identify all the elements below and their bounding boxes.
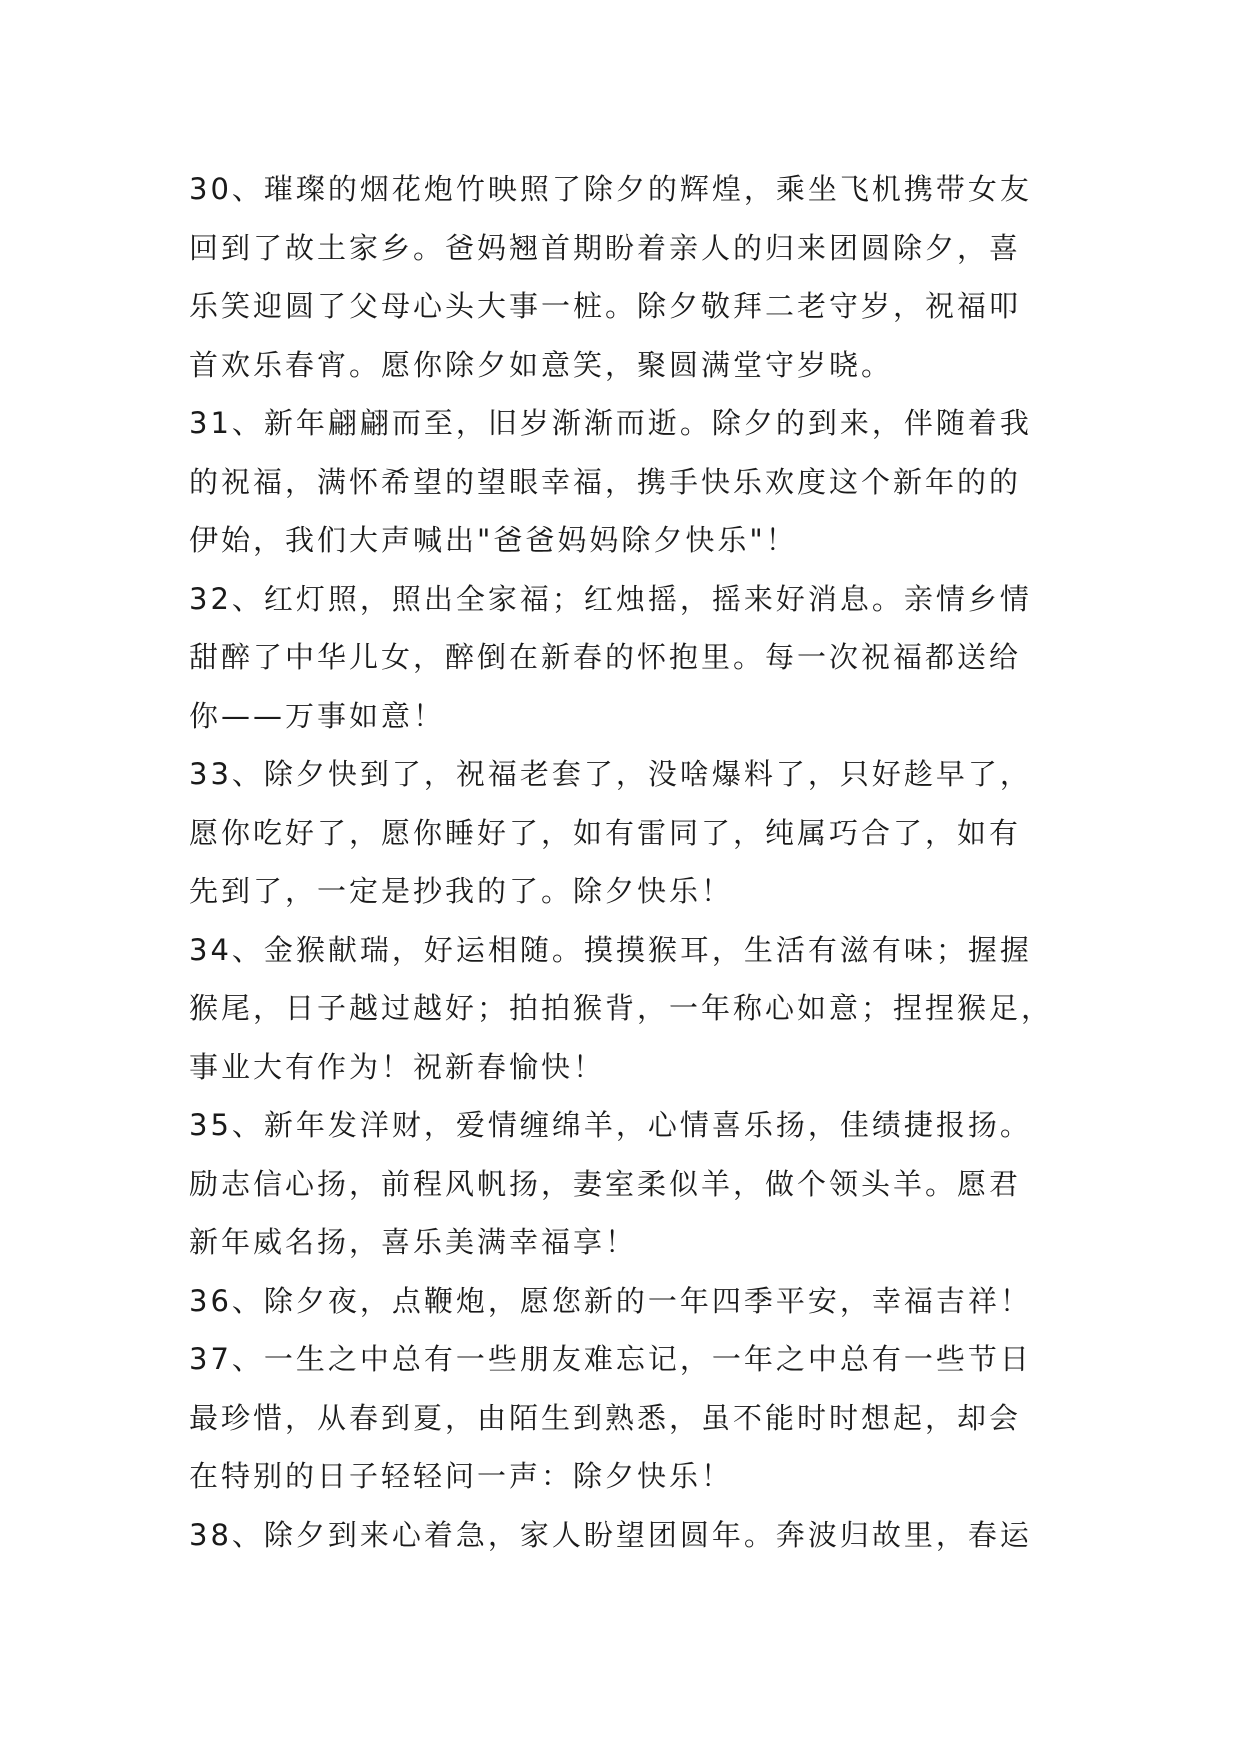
text-line: 34、金猴献瑞，好运相随。摸摸猴耳，生活有滋有味；握握 (189, 932, 1032, 967)
text-line: 新年威名扬，喜乐美满幸福享！ (189, 1225, 638, 1259)
text-line: 38、除夕到来心着急，家人盼望团圆年。奔波归故里，春运 (189, 1517, 1032, 1552)
text-line: 甜醉了中华儿女，醉倒在新春的怀抱里。每一次祝福都送给 (189, 640, 1022, 674)
document-body (189, 160, 1069, 1564)
text-line: 36、除夕夜，点鞭炮，愿您新的一年四季平安，幸福吉祥！ (189, 1283, 1032, 1318)
text-line: 35、新年发洋财，爱情缠绵羊，心情喜乐扬，佳绩捷报扬。 (189, 1108, 1032, 1142)
text-line: 乐笑迎圆了父母心头大事一桩。除夕敬拜二老守岁，祝福叩 (189, 289, 1022, 323)
text-line: 事业大有作为！祝新春愉快！ (189, 1049, 606, 1084)
text-line: 猴尾，日子越过越好；拍拍猴背，一年称心如意；捏捏猴足， (189, 991, 1054, 1025)
text-line: 30、璀璨的烟花炮竹映照了除夕的辉煌，乘坐飞机携带女友 (189, 172, 1032, 206)
text-line: 31、新年翩翩而至，旧岁渐渐而逝。除夕的到来，伴随着我 (189, 406, 1032, 440)
text-line: 先到了，一定是抄我的了。除夕快乐！ (189, 874, 734, 908)
text-line: 首欢乐春宵。愿你除夕如意笑，聚圆满堂守岁晓。 (189, 347, 894, 382)
text-line: 33、除夕快到了，祝福老套了，没啥爆料了，只好趁早了， (189, 757, 1032, 791)
text-line: 回到了故土家乡。爸妈翘首期盼着亲人的归来团圆除夕，喜 (189, 230, 1022, 265)
text-line: 32、红灯照，照出全家福；红烛摇，摇来好消息。亲情乡情 (189, 581, 1032, 616)
text-line: 你——万事如意！ (189, 698, 446, 733)
text-line: 励志信心扬，前程风帆扬，妻室柔似羊，做个领头羊。愿君 (189, 1166, 1022, 1201)
text-line: 伊始，我们大声喊出"爸爸妈妈除夕快乐"！ (189, 523, 798, 557)
text-line: 最珍惜，从春到夏，由陌生到熟悉，虽不能时时想起，却会 (189, 1400, 1022, 1435)
text-line: 的祝福，满怀希望的望眼幸福，携手快乐欢度这个新年的的 (189, 464, 1022, 499)
text-line: 37、一生之中总有一些朋友难忘记，一年之中总有一些节日 (189, 1342, 1032, 1376)
text-line: 愿你吃好了，愿你睡好了，如有雷同了，纯属巧合了，如有 (189, 815, 1022, 850)
text-line: 在特别的日子轻轻问一声：除夕快乐！ (189, 1459, 734, 1493)
